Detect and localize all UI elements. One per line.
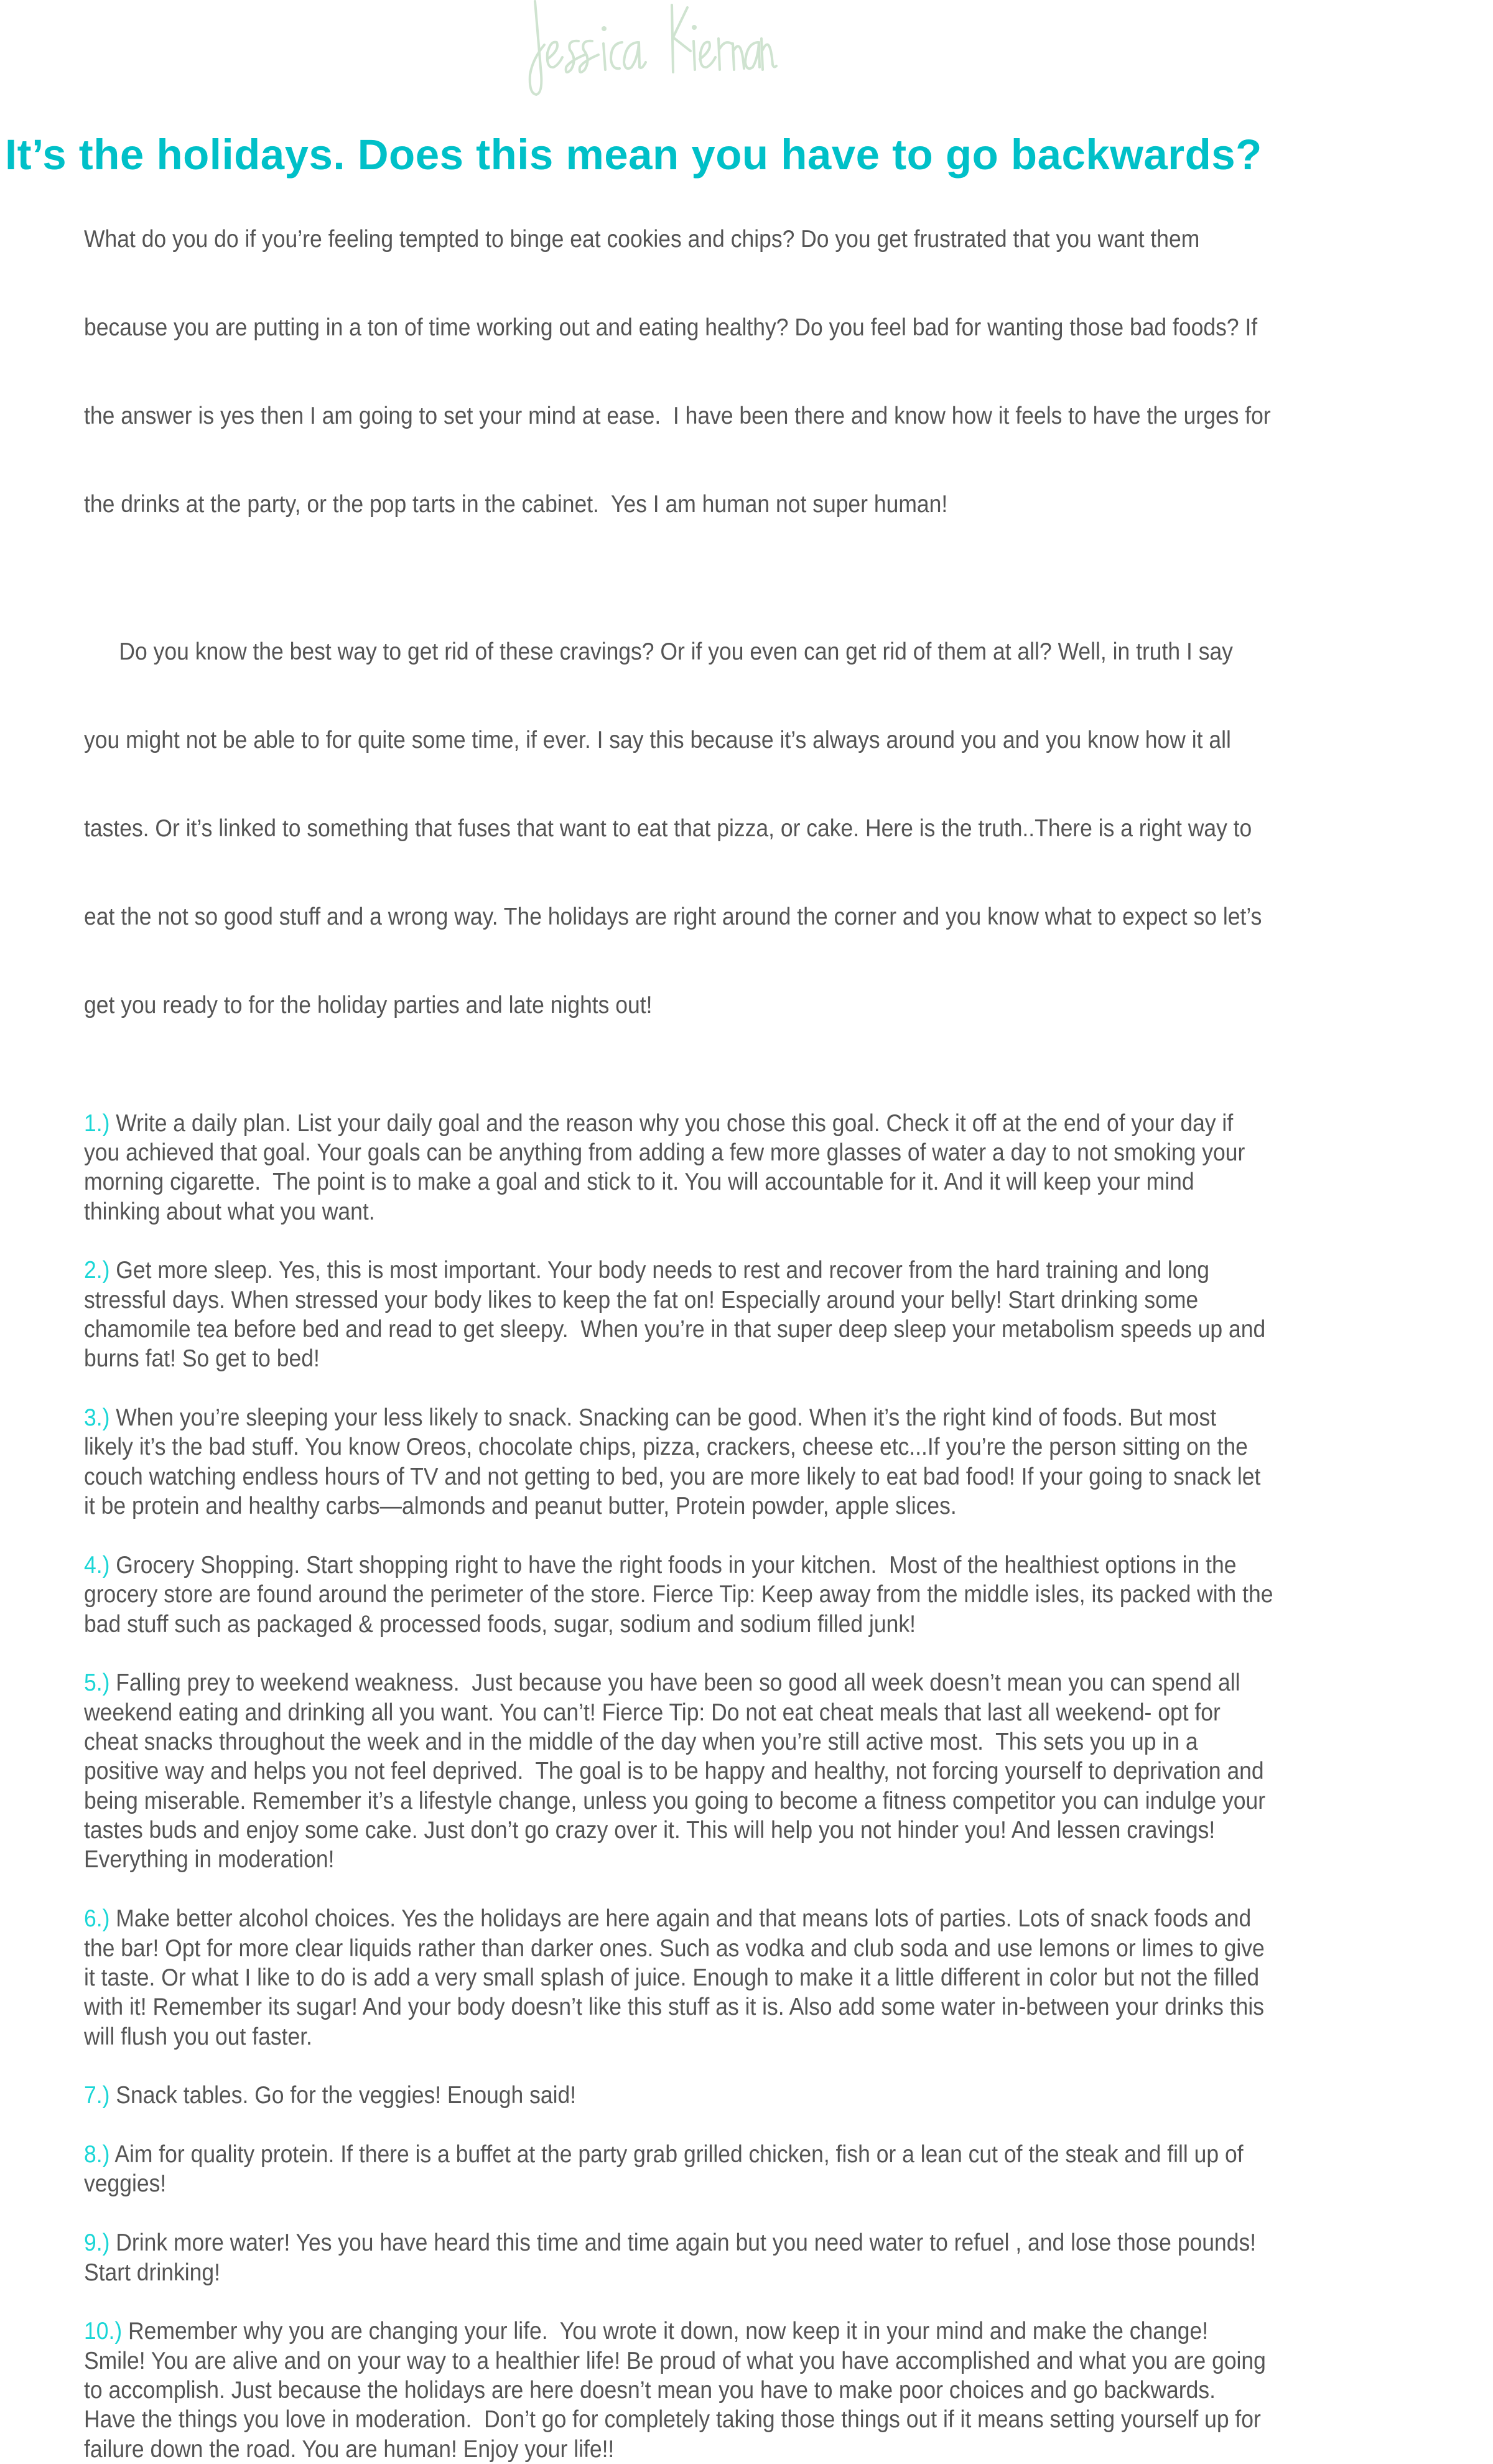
text-line: you might not be able to for quite some time, if ever. I say this because it’s always around you and you know how it all — [84, 726, 1465, 755]
signature-script — [498, 0, 883, 100]
tip-item — [84, 1109, 1465, 1226]
text-line: Everything in moderation! — [84, 1845, 1465, 1874]
tip-text: Write a daily plan. List your daily goal and the reason why you chose this goal. Check it off at the end of your day if — [109, 1110, 1233, 1137]
intro-paragraph — [84, 166, 1465, 578]
text-line: you achieved that goal. Your goals can be anything from adding a few more glasses of water a day to not smoking your — [84, 1138, 1465, 1167]
text-line: grocery store are found around the perimeter of the store. Fierce Tip: Keep away from the middle isles, its packed with the — [84, 1580, 1465, 1609]
signature-logo — [498, 0, 883, 100]
tip-item — [84, 1551, 1465, 1639]
tip-text: When you’re sleeping your less likely to snack. Snacking can be good. When it’s the right kind of foods. But most — [109, 1404, 1216, 1431]
text-line: thinking about what you want. — [84, 1197, 1465, 1226]
text-line: chamomile tea before bed and read to get sleepy. When you’re in that super deep sleep your metabolism speeds up and — [84, 1315, 1465, 1344]
tip-text: Snack tables. Go for the veggies! Enough said! — [109, 2082, 576, 2109]
text-line: tastes. Or it’s linked to something that fuses that want to eat that pizza, or cake. Here is the truth..There is a right way to — [84, 814, 1465, 843]
text-line: morning cigarette. The point is to make a goal and stick to it. You will accountable for it. And it will keep your mind — [84, 1167, 1465, 1197]
tip-text: Drink more water! Yes you have heard this time and time again but you need water to refuel , and lose those pounds! — [109, 2229, 1256, 2256]
text-line: will flush you out faster. — [84, 2022, 1465, 2051]
text-line: cheat snacks throughout the week and in the middle of the day when you’re still active most. This sets you up in a — [84, 1727, 1465, 1757]
tip-item — [84, 2317, 1465, 2464]
tip-text: Get more sleep. Yes, this is most important. Your body needs to rest and recover from the hard training and long — [109, 1257, 1209, 1284]
text-line: weekend eating and drinking all you want. You can’t! Fierce Tip: Do not eat cheat meals that last all weekend- opt for — [84, 1698, 1465, 1727]
text-line: positive way and helps you not feel deprived. The goal is to be happy and healthy, not forcing yourself to deprivation and — [84, 1757, 1465, 1786]
text-line: What do you do if you’re feeling tempted to binge eat cookies and chips? Do you get frustrated that you want them — [84, 225, 1465, 254]
tip-number: 3.) — [84, 1404, 109, 1431]
tip-text: Grocery Shopping. Start shopping right to have the right foods in your kitchen. Most of the healthiest options in the — [109, 1552, 1236, 1579]
text-line: couch watching endless hours of TV and not getting to bed, you are more likely to eat bad food! If your going to snack let — [84, 1462, 1465, 1491]
tip-number: 1.) — [84, 1110, 109, 1137]
text-line — [84, 1403, 1465, 1432]
text-line: bad stuff such as packaged & processed foods, sugar, sodium and sodium filled junk! — [84, 1610, 1465, 1639]
text-line: it taste. Or what I like to do is add a very small splash of juice. Enough to make it a little different in color but not the filled — [84, 1963, 1465, 1992]
text-line — [84, 2140, 1465, 2169]
text-line: it be protein and healthy carbs—almonds and peanut butter, Protein powder, apple slices. — [84, 1491, 1465, 1521]
tip-number: 8.) — [84, 2141, 109, 2168]
text-line: being miserable. Remember it’s a lifestyle change, unless you going to become a fitness competitor you can indulge your — [84, 1786, 1465, 1816]
tip-number: 2.) — [84, 1257, 109, 1284]
tip-number: 5.) — [84, 1669, 109, 1696]
article-body — [84, 166, 1465, 2464]
intro-paragraph — [84, 578, 1465, 1079]
text-line: Start drinking! — [84, 2258, 1465, 2287]
text-line: the drinks at the party, or the pop tarts in the cabinet. Yes I am human not super human! — [84, 490, 1465, 519]
tips-list — [84, 1109, 1465, 2464]
text-line — [84, 1256, 1465, 1285]
tip-text: Remember why you are changing your life. You wrote it down, now keep it in your mind and make the change! — [122, 2318, 1208, 2345]
tip-number: 9.) — [84, 2229, 109, 2256]
page-title: It’s the holidays. Does this mean you have to go backwards? — [5, 127, 1488, 183]
tip-number: 10.) — [84, 2318, 122, 2345]
tip-number: 4.) — [84, 1552, 109, 1579]
text-line: tastes buds and enjoy some cake. Just don’t go crazy over it. This will help you not hinder you! And lessen cravings! — [84, 1816, 1465, 1845]
tip-item — [84, 1668, 1465, 1875]
text-line — [84, 1551, 1465, 1580]
tip-item — [84, 1403, 1465, 1521]
text-line: Do you know the best way to get rid of these cravings? Or if you even can get rid of them at all? Well, in truth I say — [84, 637, 1465, 666]
text-line — [84, 1904, 1465, 1933]
text-line: burns fat! So get to bed! — [84, 1344, 1465, 1373]
text-line: because you are putting in a ton of time working out and eating healthy? Do you feel bad for wanting those bad foods? If — [84, 313, 1465, 342]
text-line: to accomplish. Just because the holidays are here doesn’t mean you have to make poor choices and go backwards. — [84, 2376, 1465, 2405]
text-line: with it! Remember its sugar! And your body doesn’t like this stuff as it is. Also add some water in-between your drinks this — [84, 1992, 1465, 2022]
text-line: the bar! Opt for more clear liquids rather than darker ones. Such as vodka and club soda and use lemons or limes to give — [84, 1934, 1465, 1963]
text-line: get you ready to for the holiday parties and late nights out! — [84, 991, 1465, 1020]
tip-number: 6.) — [84, 1905, 109, 1932]
text-line: veggies! — [84, 2169, 1465, 2198]
tip-text: Aim for quality protein. If there is a buffet at the party grab grilled chicken, fish or a lean cut of the steak and fill up of — [109, 2141, 1243, 2168]
text-line — [84, 1668, 1465, 1697]
tip-item — [84, 2228, 1465, 2287]
text-line — [84, 2081, 1465, 2110]
tip-number: 7.) — [84, 2082, 109, 2109]
tip-item — [84, 1904, 1465, 2051]
text-line — [84, 2317, 1465, 2346]
tip-text: Falling prey to weekend weakness. Just because you have been so good all week doesn’t mean you can spend all — [109, 1669, 1240, 1696]
tip-item — [84, 2140, 1465, 2199]
tip-item — [84, 2081, 1465, 2110]
text-line: eat the not so good stuff and a wrong way. The holidays are right around the corner and you know what to expect so let’s — [84, 902, 1465, 931]
tip-text: Make better alcohol choices. Yes the holidays are here again and that means lots of parties. Lots of snack foods and — [109, 1905, 1251, 1932]
tip-item — [84, 1256, 1465, 1373]
text-line: failure down the road. You are human! Enjoy your life!! — [84, 2435, 1465, 2464]
text-line: likely it’s the bad stuff. You know Oreos, chocolate chips, pizza, crackers, cheese etc...If you’re the person sitting on the — [84, 1432, 1465, 1462]
text-line — [84, 2228, 1465, 2257]
text-line: stressful days. When stressed your body likes to keep the fat on! Especially around your belly! Start drinking some — [84, 1286, 1465, 1315]
text-line — [84, 1109, 1465, 1138]
text-line: the answer is yes then I am going to set your mind at ease. I have been there and know how it feels to have the urges for — [84, 401, 1465, 431]
text-line: Smile! You are alive and on your way to a healthier life! Be proud of what you have accomplished and what you are going — [84, 2346, 1465, 2376]
text-line: Have the things you love in moderation. Don’t go for completely taking those things out if it means setting yourself up for — [84, 2405, 1465, 2434]
